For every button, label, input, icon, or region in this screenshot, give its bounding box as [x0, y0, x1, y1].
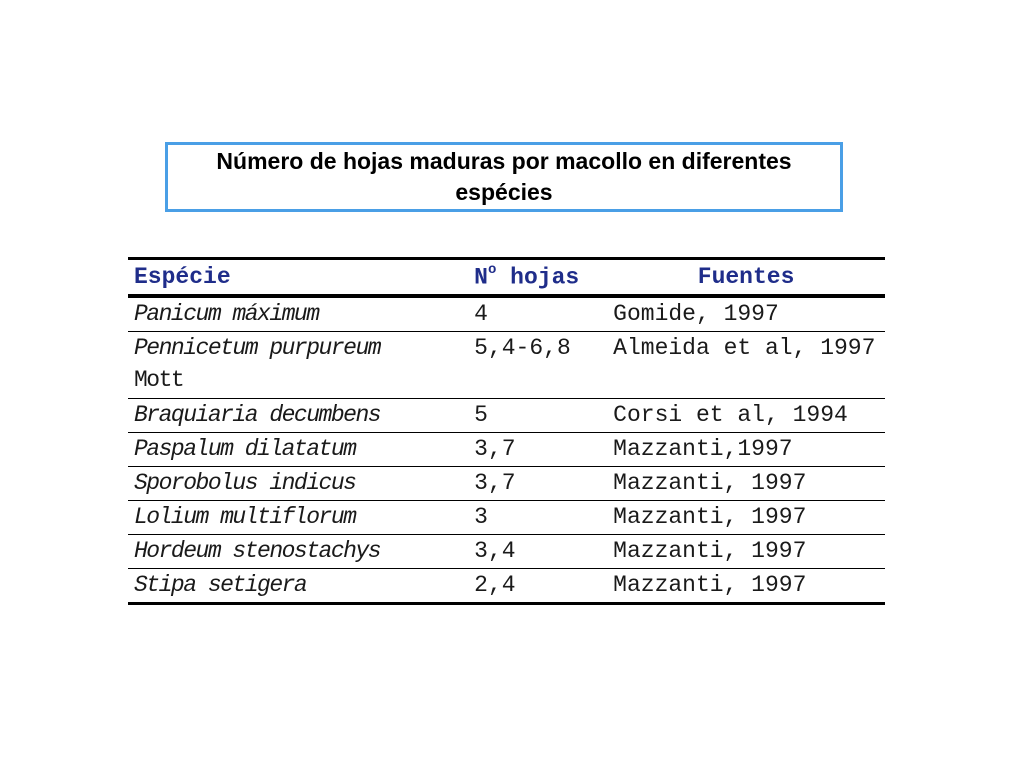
- species-cell: Paspalum dilatatum: [128, 433, 460, 467]
- species-table: [128, 257, 885, 605]
- species-cell: Lolium multiflorum: [128, 501, 460, 535]
- species-name: Pennicetum purpureum: [134, 335, 381, 361]
- leaves-cell: 3,7: [460, 467, 607, 501]
- leaves-cell: 5,4-6,8: [460, 332, 607, 399]
- title-box: [165, 142, 843, 212]
- leaves-cell: 3,4: [460, 535, 607, 569]
- source-cell: Mazzanti, 1997: [607, 569, 885, 604]
- source-cell: Mazzanti, 1997: [607, 467, 885, 501]
- header-species: Espécie: [128, 259, 460, 297]
- species-cell: Braquiaria decumbens: [128, 399, 460, 433]
- table-row: [128, 569, 885, 604]
- leaves-cell: 3,7: [460, 433, 607, 467]
- source-cell: Corsi et al, 1994: [607, 399, 885, 433]
- source-cell: Gomide, 1997: [607, 296, 885, 332]
- header-leaves-suffix: hojas: [496, 264, 580, 291]
- leaves-cell: 5: [460, 399, 607, 433]
- source-cell: Almeida et al, 1997: [607, 332, 885, 399]
- header-source: Fuentes: [607, 259, 885, 297]
- table-row: [128, 296, 885, 332]
- table-row: [128, 535, 885, 569]
- source-cell: Mazzanti, 1997: [607, 535, 885, 569]
- species-cell: Sporobolus indicus: [128, 467, 460, 501]
- species-cell: [128, 332, 460, 399]
- species-cell: Panicum máximum: [128, 296, 460, 332]
- leaves-cell: 2,4: [460, 569, 607, 604]
- slide-title: Número de hojas maduras por macollo en diferentes espécies: [216, 148, 792, 205]
- table-row: [128, 332, 885, 399]
- table-row: [128, 501, 885, 535]
- table-row: [128, 399, 885, 433]
- species-cell: Hordeum stenostachys: [128, 535, 460, 569]
- table-header-row: [128, 259, 885, 297]
- leaves-cell: 4: [460, 296, 607, 332]
- header-leaves-prefix: N: [474, 264, 488, 291]
- species-cell: Stipa setigera: [128, 569, 460, 604]
- source-cell: Mazzanti, 1997: [607, 501, 885, 535]
- leaves-cell: 3: [460, 501, 607, 535]
- species-author: Mott: [134, 367, 184, 393]
- source-cell: Mazzanti,1997: [607, 433, 885, 467]
- header-leaves: [460, 259, 607, 297]
- table-row: [128, 433, 885, 467]
- table-row: [128, 467, 885, 501]
- header-leaves-sup: o: [487, 261, 497, 278]
